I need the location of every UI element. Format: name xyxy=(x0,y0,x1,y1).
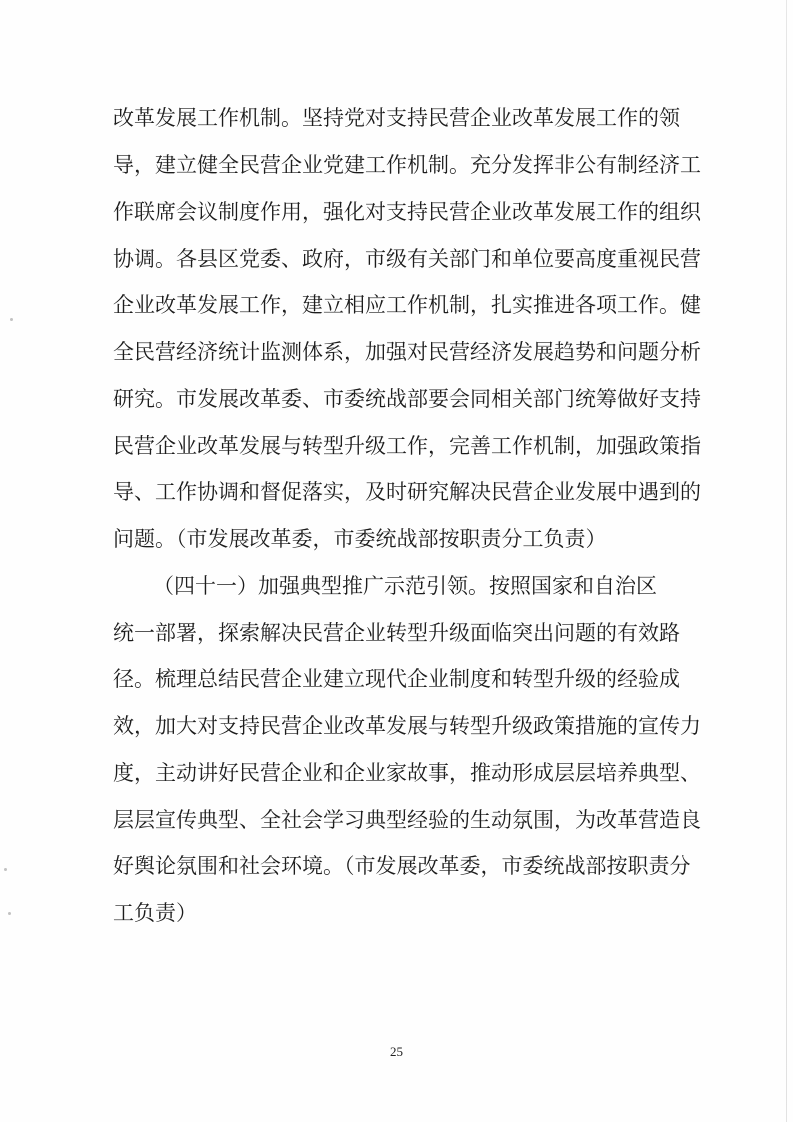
text-line: 全民营经济统计监测体系，加强对民营经济发展趋势和问题分析 xyxy=(113,340,701,364)
text-line: 导，建立健全民营企业党建工作机制。充分发挥非公有制经济工 xyxy=(113,153,701,177)
text-line: 作联席会议制度作用，强化对支持民营企业改革发展工作的组织 xyxy=(113,200,701,224)
text-line: 研究。市发展改革委、市委统战部要会同相关部门统筹做好支持 xyxy=(113,387,701,411)
text-line: 协调。各县区党委、政府，市级有关部门和单位要高度重视民营 xyxy=(113,247,701,271)
text-line: 统一部署，探索解决民营企业转型升级面临突出问题的有效路 xyxy=(113,621,680,645)
scan-speck xyxy=(10,318,13,321)
text-line: 导、工作协调和督促落实，及时研究解决民营企业发展中遇到的 xyxy=(113,480,701,504)
text-line: 问题。（市发展改革委，市委统战部按职责分工负责） xyxy=(113,527,607,551)
page-number: 25 xyxy=(390,1044,403,1059)
text-line: 好舆论氛围和社会环境。（市发展改革委，市委统战部按职责分 xyxy=(113,854,691,878)
text-line: 径。梳理总结民营企业建立现代企业制度和转型升级的经验成 xyxy=(113,667,680,691)
scan-speck xyxy=(4,868,7,871)
text-line: 度，主动讲好民营企业和企业家故事，推动形成层层培养典型、 xyxy=(113,761,701,785)
text-line: 企业改革发展工作，建立相应工作机制，扎实推进各项工作。健 xyxy=(113,293,701,317)
scan-speck xyxy=(8,912,11,915)
scan-edge xyxy=(786,0,787,1122)
text-line: 效，加大对支持民营企业改革发展与转型升级政策措施的宣传力 xyxy=(113,714,701,738)
text-line: 工负责） xyxy=(113,901,197,925)
text-line: 改革发展工作机制。坚持党对支持民营企业改革发展工作的领 xyxy=(113,106,680,130)
text-line: 层层宣传典型、全社会学习典型经验的生动氛围，为改革营造良 xyxy=(113,808,701,832)
text-line: 民营企业改革发展与转型升级工作，完善工作机制，加强政策指 xyxy=(113,434,701,458)
section-heading-line: （四十一）加强典型推广示范引领。按照国家和自治区 xyxy=(153,574,657,598)
